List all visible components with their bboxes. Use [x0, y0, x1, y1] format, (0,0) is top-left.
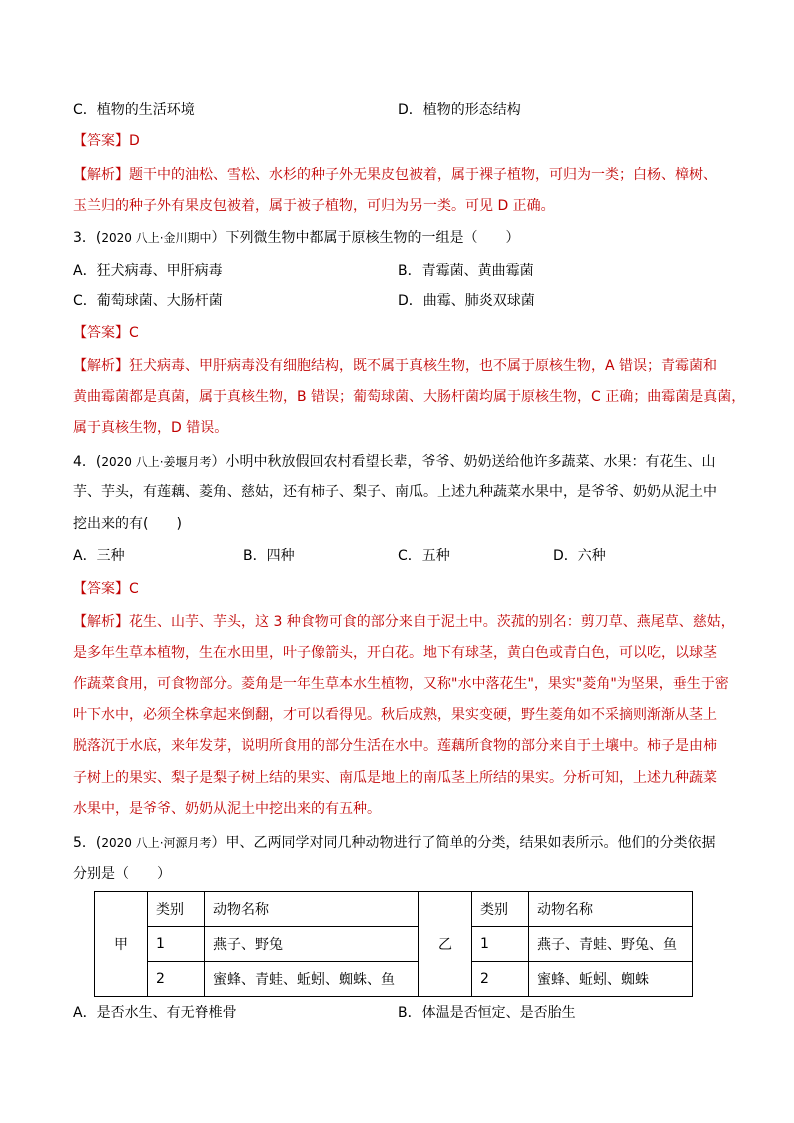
q3-option-b: B．青霉菌、黄曲霉菌: [398, 263, 534, 279]
table-header-category: 类别: [472, 892, 529, 927]
table-cell-animals: 燕子、青蛙、野兔、鱼: [529, 927, 693, 962]
answer-tag: 【答案】: [73, 581, 129, 597]
q4-option-c: C．五种: [398, 548, 450, 564]
q4-stem-line-3: 挖出来的有( ): [73, 516, 182, 532]
question-number: 4．(: [73, 454, 102, 470]
q2-analysis-line-2: 玉兰归的种子外有果皮包被着，属于被子植物，可归为另一类。可见 D 正确。: [73, 198, 555, 214]
answer-tag: 【答案】: [73, 133, 129, 149]
q4-option-b: B．四种: [243, 548, 295, 564]
table-cell-category: 1: [472, 927, 529, 962]
question-number: 5．(: [73, 835, 102, 851]
analysis-text: 狂犬病毒、甲肝病毒没有细胞结构，既不属于真核生物，也不属于原核生物，A 错误；青霉菌和: [129, 358, 718, 374]
q4-stem-line-1: [73, 452, 716, 472]
table-header-animals: 动物名称: [205, 892, 419, 927]
q4-analysis-line-5: 脱落沉于水底，来年发芽，说明所食用的部分生活在水中。莲藕所食物的部分来自于土壤中。柿子是由柿: [73, 738, 717, 754]
question-source: 2020 八上·金川期中: [101, 231, 212, 245]
table-label: 乙: [419, 892, 472, 997]
q3-answer: [73, 323, 139, 343]
table-header-animals: 动物名称: [529, 892, 693, 927]
q5-stem-line-2: 分别是（ ）: [73, 866, 171, 882]
q4-option-d: D．六种: [553, 548, 606, 564]
question-text: ）小明中秋放假回农村看望长辈，爷爷、奶奶送给他许多蔬菜、水果：有花生、山: [211, 454, 716, 470]
q3-option-a: A．狂犬病毒、甲肝病毒: [73, 263, 223, 279]
q4-analysis-line-7: 水果中，是爷爷、奶奶从泥土中挖出来的有五种。: [73, 801, 381, 817]
q5-stem-line-1: [73, 833, 716, 853]
q3-stem: [73, 228, 520, 248]
q3-analysis-line-3: 属于真核生物，D 错误。: [73, 420, 229, 436]
table-cell-animals: 蜜蜂、青蛙、蚯蚓、蜘蛛、鱼: [205, 962, 419, 997]
q4-analysis-line-3: 作蔬菜食用，可食物部分。菱角是一年生草本水生植物，又称"水中落花生"，果实"菱角"为坚果，垂生于密: [73, 676, 729, 692]
answer-value: D: [129, 133, 140, 149]
table-cell-animals: 蜜蜂、蚯蚓、蜘蛛: [529, 962, 693, 997]
question-source: 2020 八上·姜堰月考: [101, 455, 212, 469]
analysis-tag: 【解析】: [73, 358, 129, 374]
answer-value: C: [129, 325, 139, 341]
q3-analysis-line-2: 黄曲霉菌都是真菌，属于真核生物，B 错误；葡萄球菌、大肠杆菌均属于原核生物，C 正确；曲霉菌是真菌，: [73, 389, 746, 405]
q3-option-c: C．葡萄球菌、大肠杆菌: [73, 293, 223, 309]
classification-table-yi: [418, 891, 693, 997]
question-source: 2020 八上·河源月考: [101, 836, 212, 850]
q5-option-a: A．是否水生、有无脊椎骨: [73, 1005, 237, 1021]
q4-analysis-line-2: 是多年生草本植物，生在水田里，叶子像箭头，开白花。地下有球茎，黄白色或青白色，可以吃，以球茎: [73, 645, 717, 661]
q2-analysis-line-1: [73, 165, 717, 185]
q3-option-d: D．曲霉、肺炎双球菌: [398, 293, 535, 309]
q4-analysis-line-1: [73, 612, 735, 632]
q2-answer: [73, 131, 140, 151]
q4-option-a: A．三种: [73, 548, 125, 564]
q5-option-b: B．体温是否恒定、是否胎生: [398, 1005, 576, 1021]
table-cell-category: 2: [148, 962, 205, 997]
analysis-text: 题干中的油松、雪松、水杉的种子外无果皮包被着，属于裸子植物，可归为一类；白杨、樟树、: [129, 167, 717, 183]
table-cell-category: 1: [148, 927, 205, 962]
analysis-tag: 【解析】: [73, 614, 129, 630]
classification-table-jia: [94, 891, 419, 997]
question-text: ）甲、乙两同学对同几种动物进行了简单的分类，结果如表所示。他们的分类依据: [211, 835, 716, 851]
q4-stem-line-2: 芋、芋头，有莲藕、菱角、慈姑，还有柿子、梨子、南瓜。上述九种蔬菜水果中，是爷爷、奶奶从泥土中: [73, 484, 717, 500]
question-text: ）下列微生物中都属于原核生物的一组是（ ）: [211, 230, 520, 246]
q2-option-c: C．植物的生活环境: [73, 102, 195, 118]
table-cell-category: 2: [472, 962, 529, 997]
answer-value: C: [129, 581, 139, 597]
table-cell-animals: 燕子、野兔: [205, 927, 419, 962]
q2-option-d: D．植物的形态结构: [398, 102, 521, 118]
q4-analysis-line-4: 叶下水中，必须全株拿起来倒翻，才可以看得见。秋后成熟，果实变硬，野生菱角如不采摘则渐渐从茎上: [73, 707, 717, 723]
q4-analysis-line-6: 子树上的果实、梨子是梨子树上结的果实、南瓜是地上的南瓜茎上所结的果实。分析可知，上述九种蔬菜: [73, 770, 717, 786]
analysis-tag: 【解析】: [73, 167, 129, 183]
table-header-category: 类别: [148, 892, 205, 927]
q3-analysis-line-1: [73, 356, 717, 376]
answer-tag: 【答案】: [73, 325, 129, 341]
table-label: 甲: [95, 892, 148, 997]
analysis-text: 花生、山芋、芋头，这 3 种食物可食的部分来自于泥土中。茨菰的别名：剪刀草、燕尾草、慈姑，: [129, 614, 735, 630]
q4-answer: [73, 579, 139, 599]
question-number: 3．(: [73, 230, 102, 246]
